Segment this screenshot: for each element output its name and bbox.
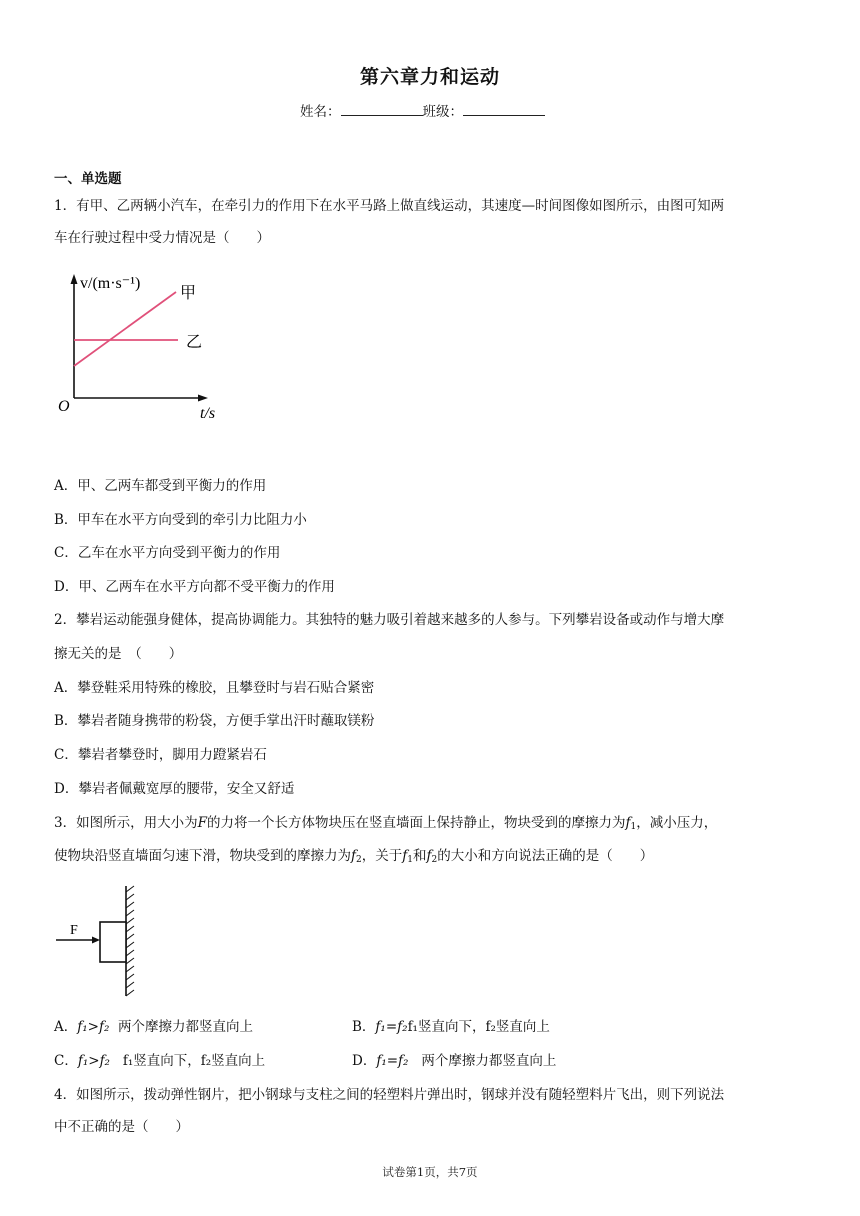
question-1-option-c[interactable]: C．乙车在水平方向受到平衡力的作用 xyxy=(54,545,281,561)
page-title: 第六章力和运动 xyxy=(359,66,500,88)
block xyxy=(100,922,126,962)
question-1-option-d[interactable]: D．甲、乙两车在水平方向都不受平衡力的作用 xyxy=(54,579,335,595)
series-jia-line xyxy=(74,292,176,366)
question-1-line-2: 车在行驶过程中受力情况是（ ） xyxy=(54,230,270,246)
page-footer: 试卷第1页，共7页 xyxy=(382,1165,478,1179)
question-3-option-a[interactable]: A．f₁>f₂ 两个摩擦力都竖直向上 xyxy=(54,1019,253,1035)
name-blank[interactable] xyxy=(341,103,423,116)
series-jia-label: 甲 xyxy=(180,285,197,302)
question-2-line-2: 擦无关的是 （ ） xyxy=(54,646,183,662)
question-1-option-a[interactable]: A．甲、乙两车都受到平衡力的作用 xyxy=(54,478,267,494)
question-1-line-1: 1．有甲、乙两辆小汽车，在牵引力的作用下在水平马路上做直线运动，其速度—时间图像如图所示，由图可知两 xyxy=(54,198,725,214)
question-1-option-b[interactable]: B．甲车在水平方向受到的牵引力比阻力小 xyxy=(54,512,307,528)
wall-hatching xyxy=(126,886,134,996)
student-info xyxy=(300,100,545,120)
name-label: 姓名： xyxy=(300,104,341,120)
force-label: F xyxy=(70,923,78,938)
question-4-line-1: 4．如图所示，拨动弹性钢片，把小钢球与支柱之间的轻塑料片弹出时，钢球并没有随轻塑料片飞出，则下列说法 xyxy=(54,1087,725,1103)
question-3-line-2: 使物块沿竖直墙面匀速下滑，物块受到的摩擦力为$f_2$，关于$f_1$和$f_2$的大小和方向说法正确的是（ ） xyxy=(54,848,654,865)
force-symbol: F xyxy=(197,815,207,831)
series-yi-label: 乙 xyxy=(186,334,203,351)
question-3-option-c[interactable]: C．f₁>f₂ f₁竖直向下，f₂竖直向上 xyxy=(54,1053,266,1069)
question-2-option-c[interactable]: C．攀岩者攀登时，脚用力蹬紧岩石 xyxy=(54,747,267,763)
x-axis-label: t/s xyxy=(200,405,216,422)
origin-label: O xyxy=(58,398,70,415)
section-title: 一、单选题 xyxy=(54,171,122,187)
question-2-option-d[interactable]: D．攀岩者佩戴宽厚的腰带，安全又舒适 xyxy=(54,781,295,797)
question-2-option-a[interactable]: A．攀登鞋采用特殊的橡胶，且攀登时与岩石贴合紧密 xyxy=(54,680,375,696)
velocity-time-graph xyxy=(52,268,232,426)
question-2-line-1: 2．攀岩运动能强身健体，提高协调能力。其独特的魅力吸引着越来越多的人参与。下列攀岩设备或动作与增大摩 xyxy=(54,612,725,628)
question-3-line-1: 3．如图所示，用大小为F的力将一个长方体物块压在竖直墙面上保持静止，物块受到的摩擦力为$f_1$，减小压力， xyxy=(54,815,718,832)
force-arrowhead xyxy=(92,937,100,944)
question-2-option-b[interactable]: B．攀岩者随身携带的粉袋，方便手掌出汗时蘸取镁粉 xyxy=(54,713,375,729)
class-blank[interactable] xyxy=(463,103,545,116)
y-axis-label: v/(m·s⁻¹) xyxy=(80,275,141,292)
wall-block-diagram xyxy=(54,884,154,1000)
question-4-line-2: 中不正确的是（ ） xyxy=(54,1119,189,1135)
question-3-option-b[interactable]: B．f₁=f₂f₁竖直向下，f₂竖直向上 xyxy=(352,1019,550,1035)
y-axis-arrow xyxy=(71,274,78,284)
class-label: 班级： xyxy=(422,104,463,120)
x-axis-arrow xyxy=(198,395,208,402)
question-3-option-d[interactable]: D．f₁=f₂ 两个摩擦力都竖直向上 xyxy=(352,1053,557,1069)
